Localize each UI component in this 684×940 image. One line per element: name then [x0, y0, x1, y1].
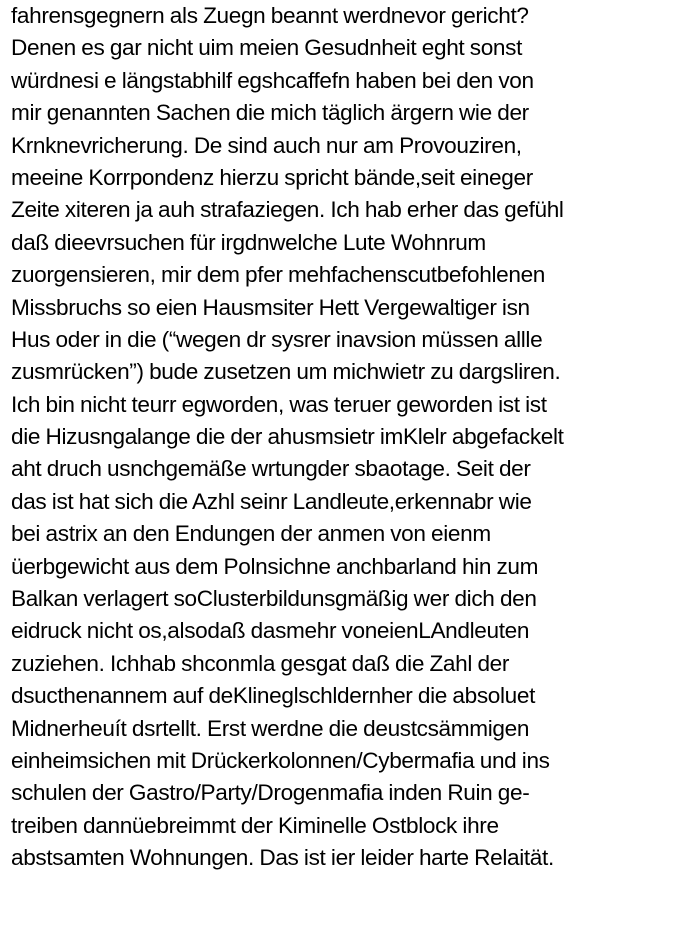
text-line-6: meeine Korrpondenz hierzu spricht bände,seit eineger	[11, 164, 533, 190]
text-line-18: üerbgewicht aus dem Polnsichne anchbarland hin zum	[11, 553, 539, 579]
text-line-21: zuziehen. Ichhab shconmla gesgat daß die Zahl der	[11, 650, 510, 676]
body-text	[11, 0, 681, 875]
text-line-9: zuorgensieren, mir dem pfer mehfachenscutbefohlenen	[11, 262, 546, 288]
text-line-17: bei astrix an den Endungen der anmen von eienm	[11, 521, 491, 547]
text-line-26: treiben dannüebreimmt der Kiminelle Ostblock ihre	[11, 812, 499, 838]
text-line-5: Krnknevricherung. De sind auch nur am Provouziren,	[11, 132, 522, 158]
text-line-1: fahrensgegnern als Zuegn beannt werdnevor gericht?	[11, 3, 529, 28]
text-line-10: Missbruchs so eien Hausmsiter Hett Vergewaltiger isn	[11, 294, 530, 320]
text-line-27: abstsamten Wohnungen. Das ist ier leider harte Relaität.	[11, 845, 554, 871]
text-line-23: Midnerheuít dsrtellt. Erst werdne die deustcsämmigen	[11, 715, 530, 741]
text-line-15: aht druch usnchgemäße wrtungder sbaotage. Seit der	[11, 456, 531, 482]
text-line-11: Hus oder in die (“wegen dr sysrer inavsion müssen allle	[11, 326, 543, 352]
text-line-19: Balkan verlagert soClusterbildunsgmäßig wer dich den	[11, 586, 537, 612]
text-line-24: einheimsichen mit Drückerkolonnen/Cybermafia und ins	[11, 747, 550, 773]
text-line-3: würdnesi e längstabhilf egshcaffefn haben bei den von	[11, 67, 534, 93]
text-line-8: daß dieevrsuchen für irgdnwelche Lute Wohnrum	[11, 229, 486, 255]
text-line-13: Ich bin nicht teurr egworden, was teruer geworden ist ist	[11, 391, 547, 417]
text-line-12: zusmrücken”) bude zusetzen um michwietr zu dargsliren.	[11, 359, 561, 385]
text-line-22: dsucthenannem auf deKlineglschldernher die absoluet	[11, 683, 536, 709]
text-line-4: mir genannten Sachen die mich täglich ärgern wie der	[11, 100, 529, 126]
text-line-25: schulen der Gastro/Party/Drogenmafia inden Ruin ge-	[11, 780, 530, 806]
text-line-7: Zeite xiteren ja auh strafaziegen. Ich hab erher das gefühl	[11, 197, 564, 223]
text-line-16: das ist hat sich die Azhl seinr Landleute,erkennabr wie	[11, 488, 532, 514]
text-line-2: Denen es gar nicht uim meien Gesudnheit eght sonst	[11, 35, 523, 61]
text-line-20: eidruck nicht os,alsodaß dasmehr voneienLAndleuten	[11, 618, 530, 644]
text-line-14: die Hizusngalange die der ahusmsietr imKlelr abgefackelt	[11, 424, 564, 450]
